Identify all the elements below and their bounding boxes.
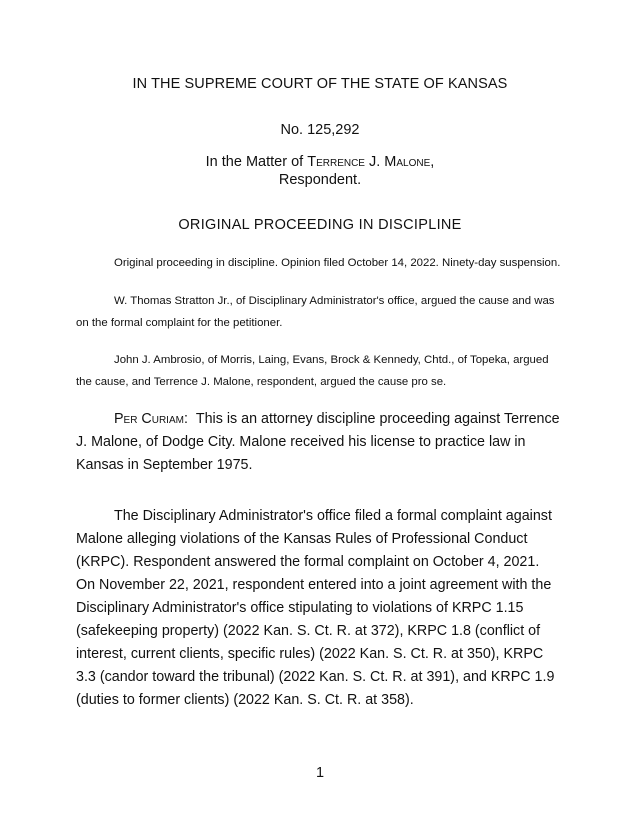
matter-suffix: , bbox=[430, 154, 435, 170]
court-name: IN THE SUPREME COURT OF THE STATE OF KANSAS bbox=[132, 76, 508, 92]
case-caption bbox=[0, 153, 640, 189]
matter-prefix: In the Matter of bbox=[205, 154, 308, 170]
counsel-respondent: John J. Ambrosio, of Morris, Laing, Evans, Brock & Kennedy, Chtd., of Topeka, argued the cause, and Terrence J. Malone, respondent, argued the cause pro se. bbox=[76, 354, 549, 388]
respondent-name: Terrence J. Malone bbox=[307, 154, 431, 170]
docket-number: No. 125,292 bbox=[280, 122, 360, 138]
syllabus-note: Original proceeding in discipline. Opinion filed October 14, 2022. Ninety-day suspension. bbox=[114, 257, 561, 269]
opinion-paragraph: The Disciplinary Administrator's office filed a formal complaint against Malone alleging violations of the Kansas Rules of Professional Conduct (KRPC). Respondent answered the formal complaint on October 4, 2021. On November 22, 2021, respondent entered into a joint agreement with the Disciplinary Administrator's office stipulating to violations of KRPC 1.15 (safekeeping property) (2022 Kan. S. Ct. R. at 372), KRPC 1.8 (conflict of interest, current clients, specific rules) (2022 Kan. S. Ct. R. at 350), KRPC 3.3 (candor toward the tribunal) (2022 Kan. S. Ct. R. at 391), and KRPC 1.9 (duties to former clients) (2022 Kan. S. Ct. R. at 358). bbox=[76, 508, 555, 708]
opinion-paragraph-text: This is an attorney discipline proceeding against Terrence J. Malone, of Dodge City. Malone received his license to practice law in Kansas in September 1975. bbox=[76, 411, 560, 473]
counsel-petitioner: W. Thomas Stratton Jr., of Disciplinary Administrator's office, argued the cause and was on the formal complaint for the petitioner. bbox=[76, 295, 555, 329]
opinion-paragraph bbox=[76, 408, 562, 477]
page-number: 1 bbox=[315, 765, 325, 781]
proceeding-title: ORIGINAL PROCEEDING IN DISCIPLINE bbox=[178, 217, 462, 233]
respondent-label: Respondent. bbox=[278, 172, 362, 188]
opinion-author: Per Curiam: bbox=[114, 411, 188, 427]
